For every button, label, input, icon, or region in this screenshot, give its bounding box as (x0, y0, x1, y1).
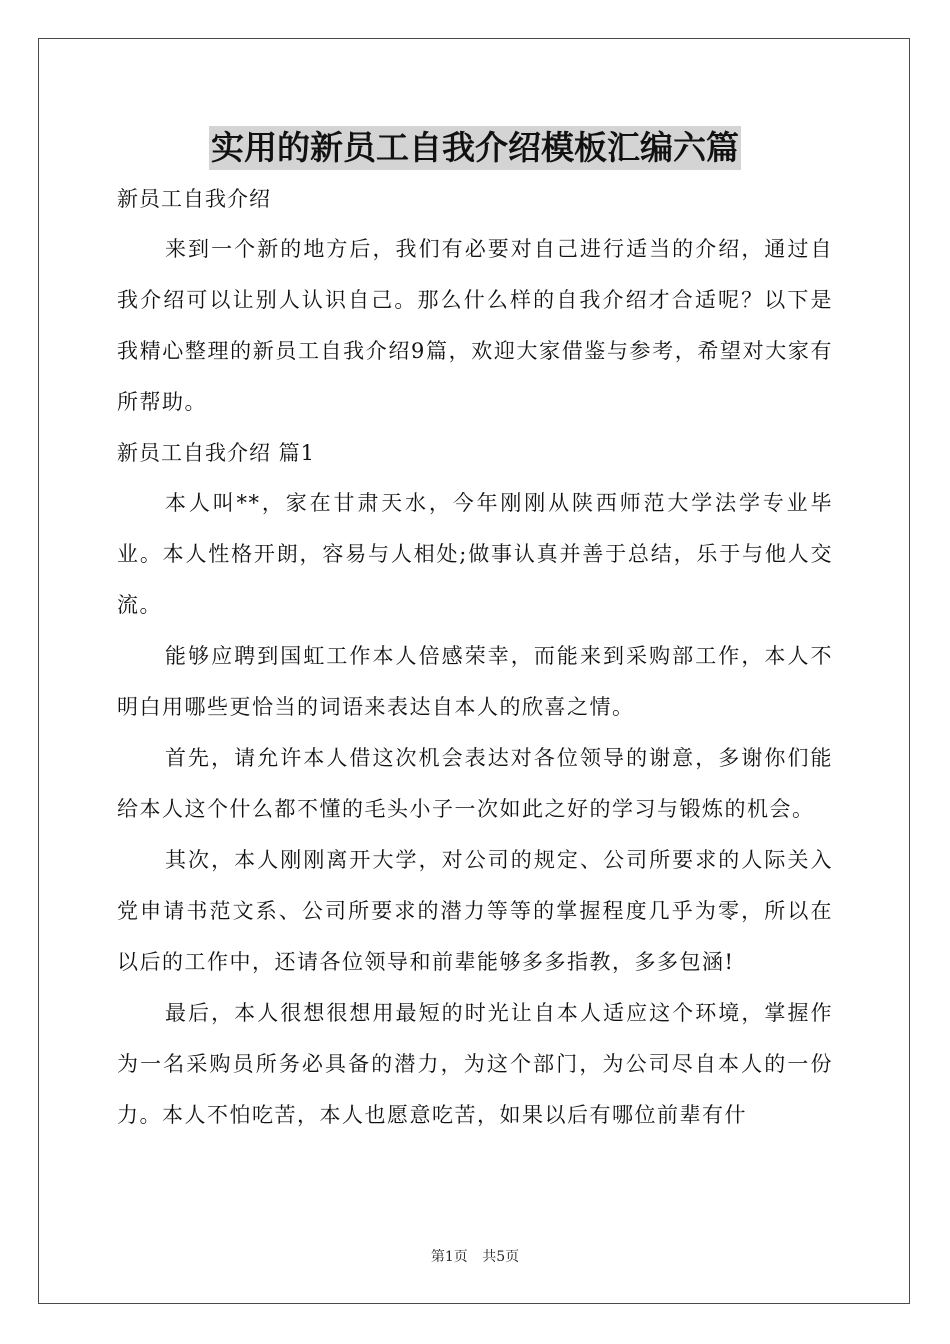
paragraph: 本人叫**，家在甘肃天水，今年刚刚从陕西师范大学法学专业毕业。本人性格开朗，容易与人相处;做事认真并善于总结，乐于与他人交流。 (117, 491, 833, 617)
document-body (117, 174, 833, 1141)
paragraph: 能够应聘到国虹工作本人倍感荣幸，而能来到采购部工作，本人不明白用哪些更恰当的词语来表达自本人的欣喜之情。 (117, 644, 833, 719)
page-number: 第1页 (430, 1249, 468, 1265)
page-footer (0, 1246, 950, 1266)
title-container (0, 126, 950, 170)
paragraph: 首先，请允许本人借这次机会表达对各位领导的谢意，多谢你们能给本人这个什么都不懂的毛头小子一次如此之好的学习与锻炼的机会。 (117, 746, 833, 821)
section-heading: 新员工自我介绍 篇1 (117, 441, 316, 465)
paragraph: 来到一个新的地方后，我们有必要对自己进行适当的介绍，通过自我介绍可以让别人认识自己。那么什么样的自我介绍才合适呢？以下是我精心整理的新员工自我介绍9篇，欢迎大家借鉴与参考，希望对大家有所帮助。 (117, 237, 833, 414)
section-heading: 新员工自我介绍 (117, 187, 271, 211)
paragraph: 最后，本人很想很想用最短的时光让自本人适应这个环境，掌握作为一名采购员所务必具备的潜力，为这个部门，为公司尽自本人的一份力。本人不怕吃苦，本人也愿意吃苦，如果以后有哪位前辈有什 (117, 1001, 833, 1127)
page-total: 共5页 (482, 1249, 520, 1265)
document-title: 实用的新员工自我介绍模板汇编六篇 (209, 126, 741, 170)
paragraph: 其次，本人刚刚离开大学，对公司的规定、公司所要求的人际关入党申请书范文系、公司所要求的潜力等等的掌握程度几乎为零，所以在以后的工作中，还请各位领导和前辈能够多多指教，多多包涵! (117, 848, 833, 974)
